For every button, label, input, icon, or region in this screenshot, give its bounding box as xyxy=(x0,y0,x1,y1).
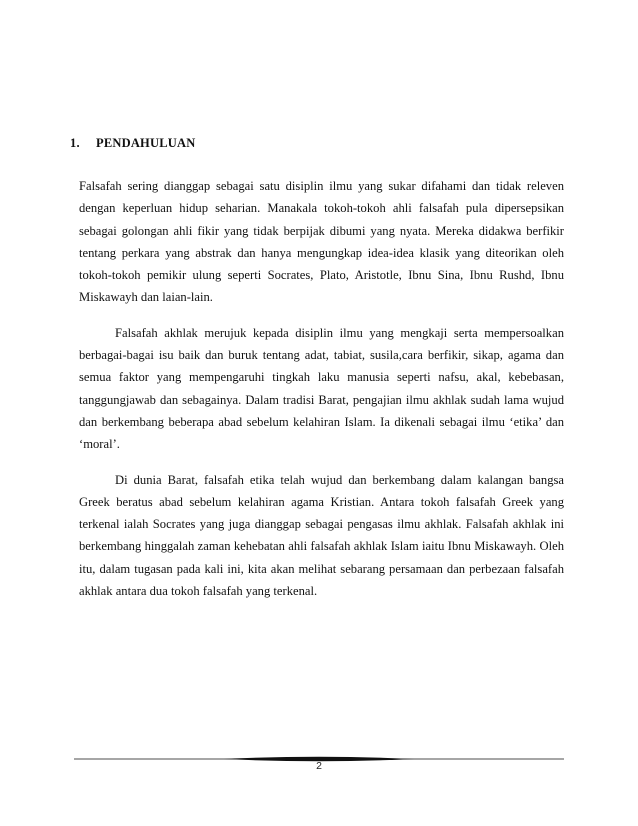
section-heading xyxy=(70,136,195,151)
page-number: 2 xyxy=(316,760,322,772)
paragraph-dunia-barat: Di dunia Barat, falsafah etika telah wujud dan berkembang dalam kalangan bangsa Greek beratus abad sebelum kelahiran agama Kristian. Antara tokoh falsafah Greek yang terkenal ialah Socrates yang juga dianggap sebagai pengasas ilmu akhlak. Falsafah akhlak ini berkembang hinggalah zaman kehebatan ahli falsafah akhlak Islam iaitu Ibnu Miskawayh. Oleh itu, dalam tugasan pada kali ini, kita akan melihat sebarang persamaan dan perbezaan falsafah akhlak antara dua tokoh falsafah yang terkenal. xyxy=(79,472,564,599)
body-text xyxy=(79,175,564,615)
section-title: PENDAHULUAN xyxy=(96,136,196,150)
section-number: 1. xyxy=(70,136,80,150)
paragraph-intro: Falsafah sering dianggap sebagai satu disiplin ilmu yang sukar difahami dan tidak releven dengan keperluan hidup seharian. Manakala tokoh-tokoh ahli falsafah pula dipersepsikan sebagai golongan ahli fikir yang tidak berpijak dibumi yang nyata. Mereka didakwa berfikir tentang perkara yang abstrak dan hanya mengungkap idea-idea klasik yang diteorikan oleh tokoh-tokoh pemikir ulung seperti Socrates, Plato, Aristotle, Ibnu Sina, Ibnu Rushd, Ibnu Miskawayh dan laian-lain. xyxy=(79,179,564,305)
paragraph-falsafah-akhlak: Falsafah akhlak merujuk kepada disiplin ilmu yang mengkaji serta mempersoalkan berbagai-bagai isu baik dan buruk tentang adat, tabiat, susila,cara berfikir, sikap, agama dan semua faktor yang mempengaruhi tingkah laku manusia seperti nafsu, akal, kebebasan, tanggungjawab dan sebagainya. Dalam tradisi Barat, pengajian ilmu akhlak sudah lama wujud dan berkembang beberapa abad sebelum kelahiran Islam. Ia dikenali sebagai ilmu ‘etika’ dan ‘moral’. xyxy=(79,325,564,452)
